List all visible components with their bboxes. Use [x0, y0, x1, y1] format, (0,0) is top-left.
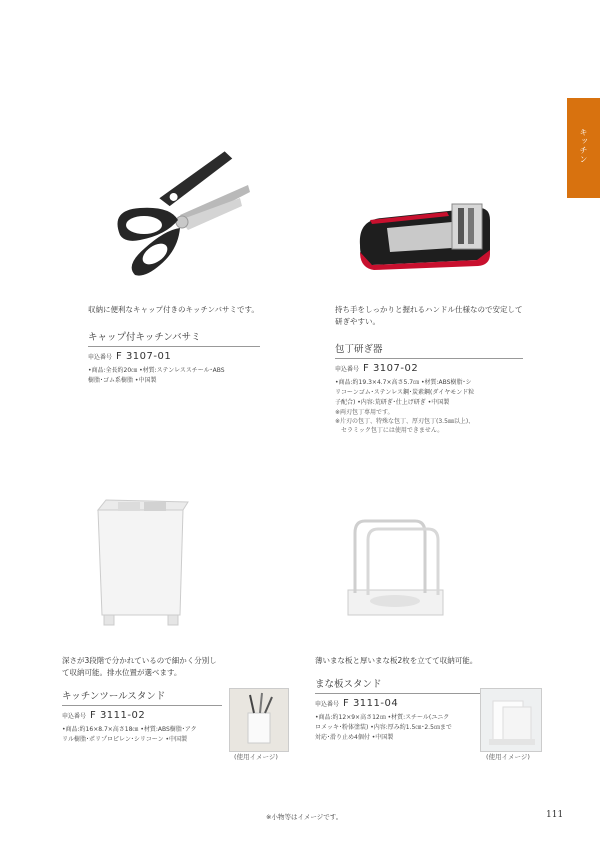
code-label: 申込番号 — [315, 701, 340, 708]
product-notes — [335, 408, 523, 435]
spec-line: リコーンゴム･ステンレス鋼･炭素鋼(ダイヤモンド粒 — [335, 389, 475, 396]
category-tab — [567, 98, 600, 198]
product-name: まな板スタンド — [315, 676, 480, 694]
spec-line: •商品:約19.3×4.7×高さ5.7㎝ •材質:ABS樹脂･シ — [335, 379, 472, 386]
usage-photo — [481, 689, 541, 751]
footer-note: ※小物等はイメージです。 — [266, 813, 343, 821]
spec-line: 子配合) •内容:荒研ぎ･仕上げ研ぎ •中国製 — [335, 399, 450, 406]
knife-sharpener-image — [352, 190, 497, 275]
code-label: 申込番号 — [88, 354, 113, 361]
code-label: 申込番号 — [335, 366, 360, 373]
product-description: 収納に便利なキャップ付きのキッチンバサミです。 — [88, 305, 259, 314]
product-code: F 3111-04 — [343, 698, 399, 709]
product-name: キッチンツールスタンド — [62, 688, 222, 706]
product-name: 包丁研ぎ器 — [335, 341, 523, 359]
product-code-row — [335, 363, 523, 374]
spec-line: リル樹脂･ポリプロピレン･シリコーン •中国製 — [62, 736, 188, 743]
product-specs — [88, 366, 260, 386]
cutting-board-stand-image — [340, 515, 450, 630]
note-line: ※両刃包丁専用です。 — [335, 409, 394, 416]
product-knife-sharpener — [335, 304, 523, 435]
product-code: F 3107-02 — [363, 363, 419, 374]
usage-image-inset — [229, 688, 289, 752]
product-specs — [315, 713, 480, 743]
spec-line: 対応･滑り止め4個付 •中国製 — [315, 734, 394, 741]
spec-line: 樹脂･ゴム系樹脂 •中国製 — [88, 377, 157, 384]
category-tab-label: キッチン — [579, 128, 588, 164]
product-code: F 3107-01 — [116, 351, 172, 362]
product-cutting-board-stand — [315, 655, 480, 743]
usage-image-inset — [480, 688, 542, 752]
image-caption: (使用イメージ) — [234, 753, 278, 761]
image-caption: (使用イメージ) — [486, 753, 530, 761]
spec-line: •商品:全長約20㎝ •材質:ステンレススチール･ABS — [88, 367, 225, 374]
product-code-row — [88, 351, 260, 362]
note-line: セラミック包丁には使用できません。 — [335, 427, 444, 434]
product-kitchen-scissors — [88, 304, 260, 386]
product-name: キャップ付キッチンバサミ — [88, 329, 260, 347]
spec-line: •商品:約16×8.7×高さ18㎝ •材質:ABS樹脂･アク — [62, 726, 197, 733]
product-description: 深さが3段階で分かれているので細かく分別して収納可能。排水位置が選べます。 — [62, 656, 217, 677]
product-code-row — [62, 710, 222, 721]
code-label: 申込番号 — [62, 713, 87, 720]
tool-stand-image — [88, 490, 198, 630]
note-line: ※片刃の包丁、特殊な包丁、厚刃包丁(3.5㎜以上)、 — [335, 418, 475, 425]
scissors-image — [100, 140, 260, 290]
product-description: 持ち手をしっかりと握れるハンドル仕様なので安定して研ぎやすい。 — [335, 305, 523, 326]
product-specs — [62, 725, 222, 745]
product-tool-stand — [62, 655, 222, 745]
page-number: 111 — [546, 810, 564, 820]
spec-line: ロメッキ･粉体塗装) •内容:厚み約1.5㎝･2.5㎝まで — [315, 724, 452, 731]
product-code: F 3111-02 — [90, 710, 146, 721]
spec-line: •商品:約12×9×高さ12㎝ •材質:スチール(ユニク — [315, 714, 450, 721]
product-code-row — [315, 698, 480, 709]
product-description: 薄いまな板と厚いまな板2枚を立てて収納可能。 — [315, 656, 478, 665]
product-specs — [335, 378, 523, 408]
usage-photo — [230, 689, 288, 751]
